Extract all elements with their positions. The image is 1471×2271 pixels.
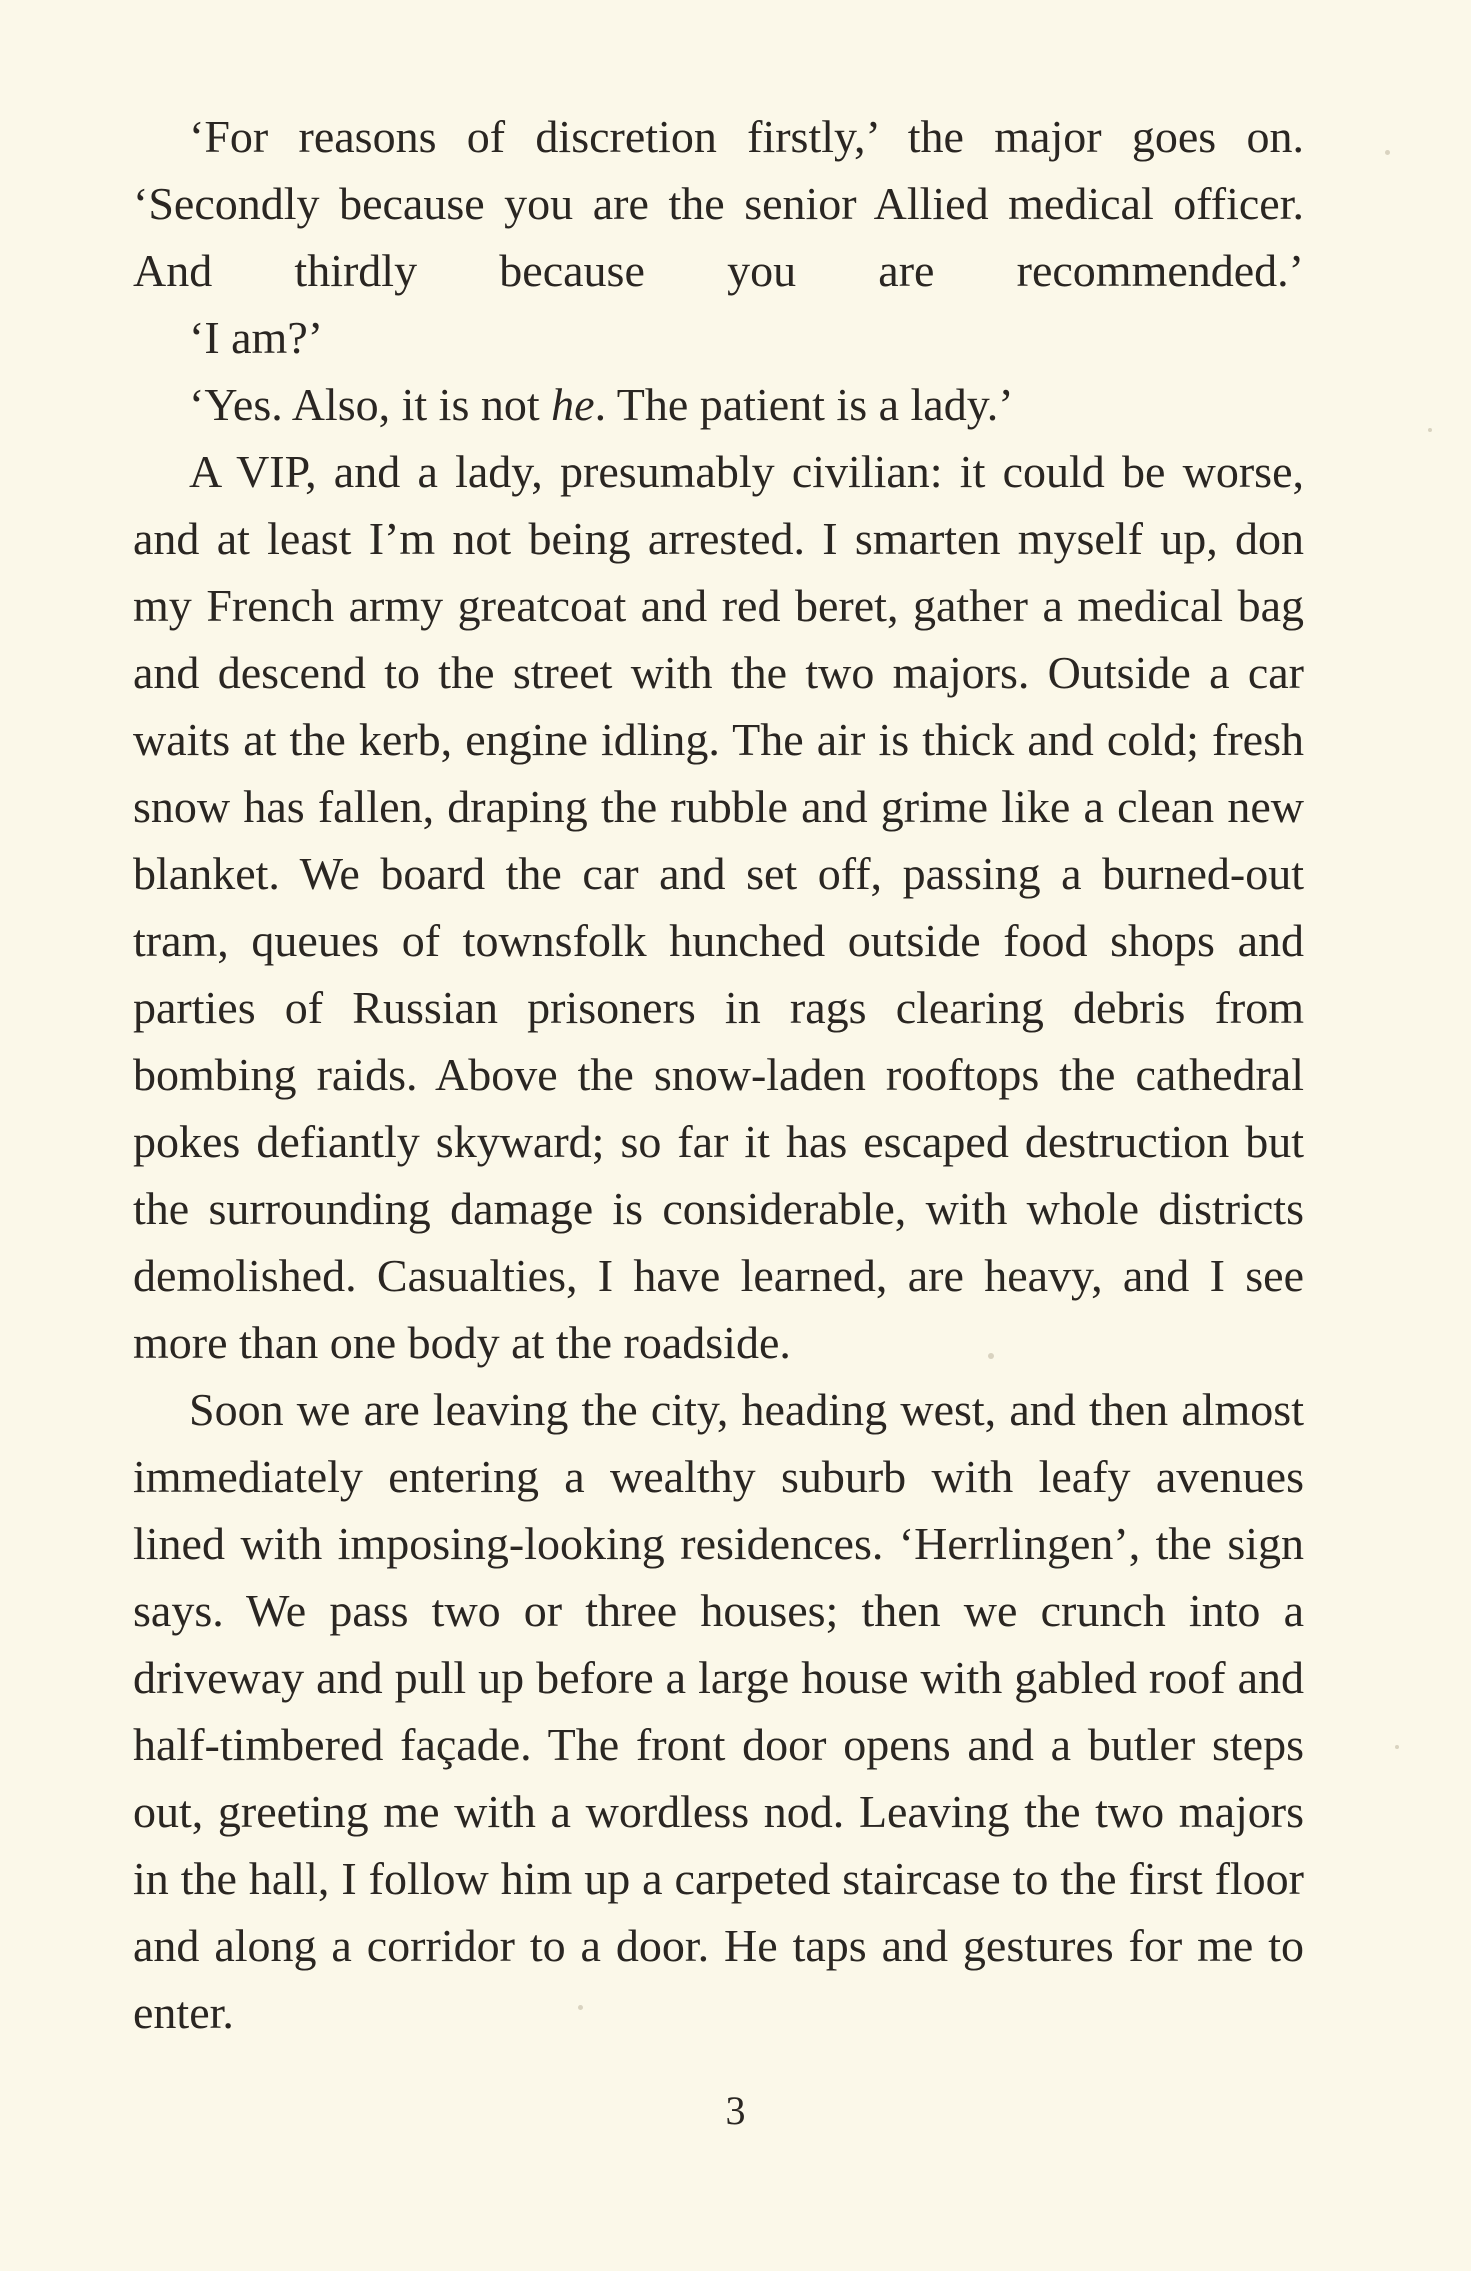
paragraph-2 bbox=[133, 304, 1304, 371]
paragraph-5-text: Soon we are leaving the city, heading west, and then almost immediately entering a wealthy suburb with leafy avenues lined with imposing-looking residences. ‘Herrlingen’, the sign says. We pass two or three houses; then we crunch into a driveway and pull up before a large house with gabled roof and half-timbered façade. The front door opens and a butler steps out, greeting me with a wordless nod. Leaving the two majors in the hall, I follow him up a carpeted staircase to the first floor and along a corridor to a door. He taps and gestures for me to enter. bbox=[133, 1384, 1304, 2038]
paper-speck bbox=[1385, 150, 1390, 155]
paragraph-4 bbox=[133, 438, 1304, 1376]
paragraph-3-text-start: ‘Yes. Also, it is not bbox=[189, 379, 552, 430]
paper-speck bbox=[1395, 1745, 1399, 1749]
paper-speck bbox=[1428, 428, 1432, 432]
paragraph-4-text: A VIP, and a lady, presumably civilian: it could be worse, and at least I’m not being arrested. I smarten myself up, don my French army greatcoat and red beret, gather a medical bag and descend to the street with the two majors. Outside a car waits at the kerb, engine idling. The air is thick and cold; fresh snow has fallen, draping the rubble and grime like a clean new blanket. We board the car and set off, passing a burned-out tram, queues of townsfolk hunched outside food shops and parties of Russian prisoners in rags clearing debris from bombing raids. Above the snow-laden rooftops the cathedral pokes defiantly skyward; so far it has escaped destruction but the surrounding damage is considerable, with whole districts demolished. Casualties, I have learned, are heavy, and I see more than one body at the roadside. bbox=[133, 446, 1304, 1368]
paragraph-3-italic-text: he bbox=[551, 379, 595, 430]
paragraph-3 bbox=[133, 371, 1304, 438]
paragraph-3-text-end: . The patient is a lady.’ bbox=[594, 379, 1014, 430]
paragraph-1 bbox=[133, 103, 1304, 304]
paragraph-2-text: ‘I am?’ bbox=[189, 312, 324, 363]
page-number: 3 bbox=[725, 2088, 746, 2133]
paragraph-1-text: ‘For reasons of discretion firstly,’ the major goes on. ‘Secondly because you are the senior Allied medical officer. And thirdly because you are recommended.’ bbox=[133, 111, 1304, 296]
paragraph-5 bbox=[133, 1376, 1304, 2046]
body-text bbox=[133, 103, 1304, 2046]
